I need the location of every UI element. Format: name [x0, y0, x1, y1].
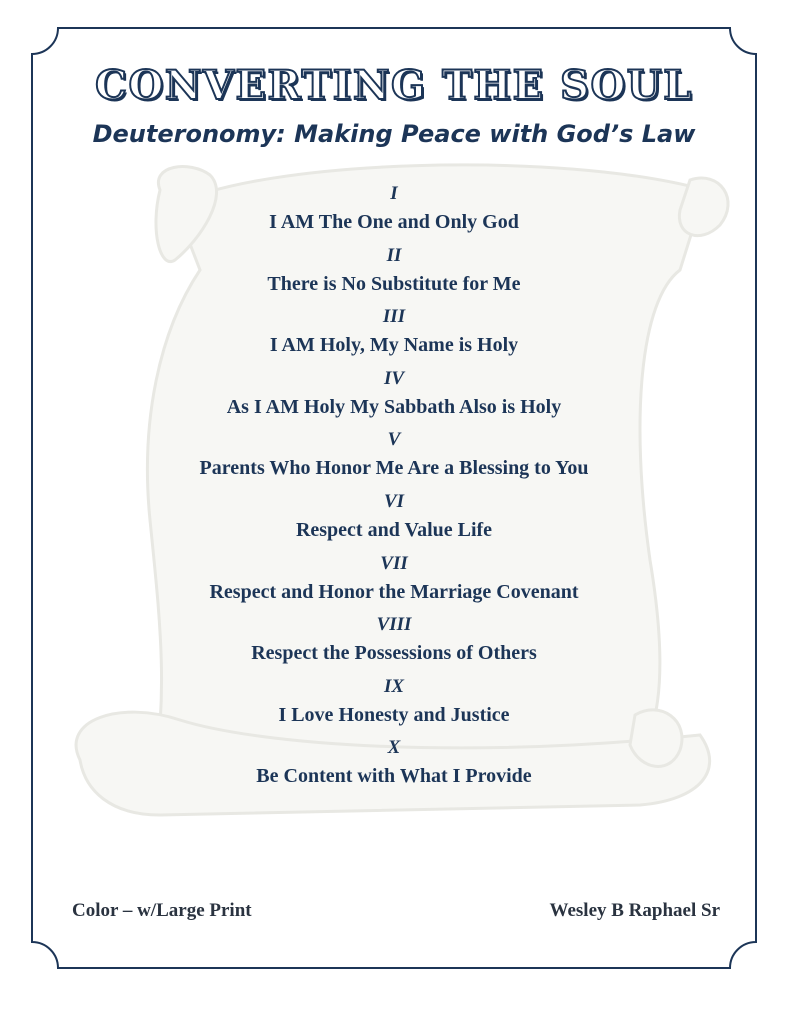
commandment-text: Respect and Honor the Marriage Covenant	[209, 580, 579, 603]
commandments-list	[0, 180, 788, 796]
commandment-8	[0, 611, 788, 673]
footer-edition-label: Color – w/Large Print	[72, 900, 252, 921]
commandment-numeral: V	[387, 429, 401, 451]
commandment-text: I AM The One and Only God	[269, 211, 519, 233]
commandment-text: Respect the Possessions of Others	[251, 642, 537, 665]
commandment-10	[0, 734, 788, 796]
commandment-text: Be Content with What I Provide	[256, 765, 532, 788]
commandment-numeral: II	[386, 244, 402, 266]
commandment-numeral: IV	[383, 367, 405, 389]
footer-author: Wesley B Raphael Sr	[549, 900, 720, 921]
commandment-numeral: VII	[380, 552, 408, 574]
commandment-6	[0, 488, 788, 550]
page-subtitle: Deuteronomy: Making Peace with God’s Law	[92, 120, 696, 148]
commandment-numeral: IX	[383, 675, 405, 697]
commandment-numeral: III	[382, 306, 406, 328]
commandment-text: I Love Honesty and Justice	[278, 703, 510, 726]
commandment-4	[0, 365, 788, 427]
commandment-numeral: I	[390, 183, 398, 204]
commandment-3	[0, 303, 788, 365]
commandment-text: There is No Substitute for Me	[267, 272, 521, 295]
commandment-9	[0, 673, 788, 735]
commandment-numeral: VI	[383, 490, 405, 512]
commandment-numeral: VIII	[376, 614, 412, 636]
page-title: CONVERTING THE SOUL	[95, 62, 693, 109]
commandment-text: I AM Holy, My Name is Holy	[269, 334, 519, 357]
commandment-text: As I AM Holy My Sabbath Also is Holy	[226, 395, 562, 418]
commandment-numeral: X	[387, 737, 401, 759]
commandment-7	[0, 550, 788, 612]
commandment-text: Parents Who Honor Me Are a Blessing to You	[199, 457, 589, 480]
commandment-1	[0, 180, 788, 242]
commandment-5	[0, 426, 788, 488]
commandment-text: Respect and Value Life	[295, 518, 493, 541]
commandment-2	[0, 242, 788, 304]
